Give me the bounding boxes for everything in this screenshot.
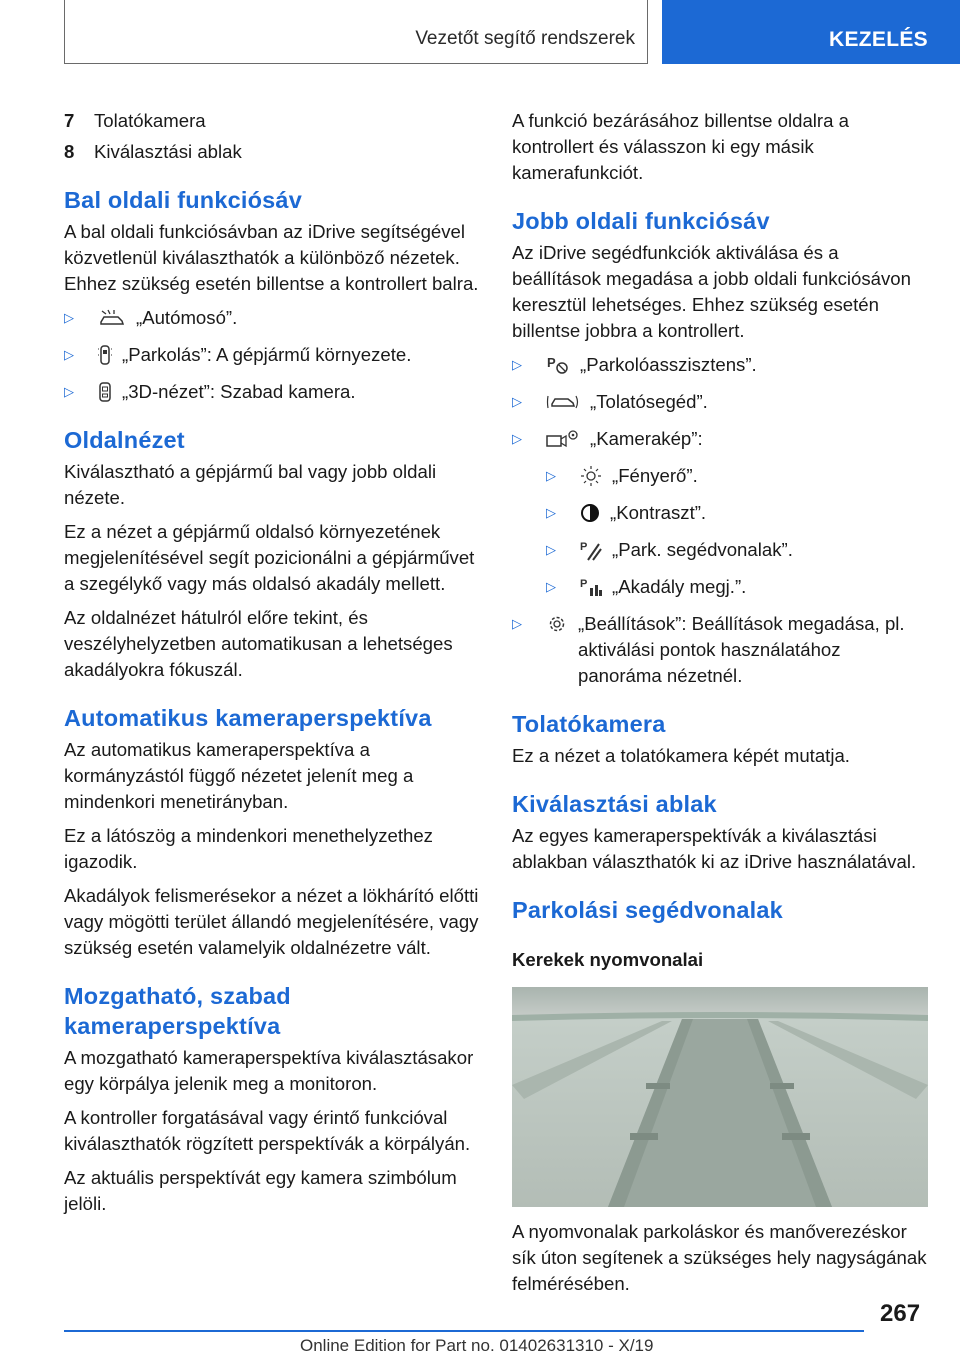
section-heading-kival: Kiválasztási ablak: [512, 791, 717, 817]
paragraph: Az aktuális perspektívát egy kamera szimbólum jelöli.: [64, 1167, 457, 1214]
item-number: 7: [64, 110, 75, 131]
bullet-text: „Tolatósegéd”.: [590, 391, 708, 412]
paragraph: Ez a nézet a tolatókamera képét mutatja.: [512, 745, 850, 766]
bullet-triangle-icon: ▷: [64, 347, 74, 362]
svg-text:P: P: [580, 578, 588, 590]
chapter-tab: [662, 0, 960, 64]
bullet-item: [64, 305, 480, 331]
paragraph: Az oldalnézet hátulról előre tekint, és veszélyhelyzetben automatikusan a lehetséges akadályokra fókuszál.: [64, 607, 453, 680]
paragraph: Ez a nézet a gépjármű oldalsó környezetének megjelenítésével segít pozicionálni a gépjárművet a szegélykő vagy más oldalsó akadály mellett.: [64, 521, 475, 594]
section-heading-park: Parkolási segédvonalak: [512, 897, 783, 923]
footer-divider: [64, 1330, 864, 1332]
numbered-list: [64, 108, 480, 165]
contrast-icon: [580, 500, 600, 526]
item-label: Kiválasztási ablak: [94, 141, 242, 162]
section-heading-jobb: Jobb oldali funkciósáv: [512, 208, 770, 234]
section-heading-mozg: Mozgatható, szabad kameraperspektíva: [64, 983, 291, 1039]
wheel-track-illustration: [512, 987, 928, 1207]
bullet-item: [512, 611, 928, 689]
paragraph: A mozgatható kameraperspektíva kiválasztásakor egy körpálya jelenik meg a monitoron.: [64, 1047, 474, 1094]
parking-assistant-icon: [546, 352, 570, 378]
bullet-triangle-icon: ▷: [512, 431, 522, 446]
camera-settings-icon: [546, 426, 580, 452]
gear-icon: [546, 611, 568, 637]
brightness-icon: [580, 463, 602, 489]
bullet-text: „Parkolóasszisztens”.: [580, 354, 757, 375]
sub-heading: Kerekek nyomvonalai: [512, 949, 704, 970]
header-title-box: [64, 0, 648, 64]
svg-text:P: P: [547, 355, 556, 370]
sub-bullet-item: [546, 574, 928, 600]
paragraph: Kiválasztható a gépjármű bal vagy jobb oldali nézete.: [64, 461, 437, 508]
list-item: [64, 139, 480, 165]
section-heading-auto: Automatikus kameraperspektíva: [64, 705, 432, 731]
bullet-item: [512, 352, 928, 378]
bullet-text: „Fényerő”.: [612, 465, 698, 486]
sub-bullet-item: [546, 500, 928, 526]
paragraph: Az iDrive segédfunkciók aktiválása és a beállítások megadása a jobb oldali funkciósávon keresztül lehetséges. Ehhez szükség esetén billentse jobbra a kontrollert.: [512, 242, 911, 341]
paragraph: A bal oldali funkciósávban az iDrive segítségével közvetlenül kiválaszthatók a különböző nézetek. Ehhez szükség esetén billentse a kontrollert balra.: [64, 221, 479, 294]
paragraph: Az egyes kameraperspektívák a kiválasztási ablakban választhatók ki az iDrive használatával.: [512, 825, 917, 872]
bullet-triangle-icon: ▷: [64, 310, 74, 325]
left-column: [64, 108, 480, 1225]
bullet-triangle-icon: ▷: [546, 542, 556, 557]
item-number: 8: [64, 141, 75, 162]
parking-car-icon: [98, 342, 112, 368]
bullet-triangle-icon: ▷: [512, 357, 522, 372]
bullet-text: „Kamerakép”:: [590, 428, 703, 449]
right-column: [512, 108, 928, 1305]
paragraph: Az automatikus kameraperspektíva a kormányzástól függő nézetet jelenít meg a mindenkori menetirányban.: [64, 739, 414, 812]
section-heading-oldal: Oldalnézet: [64, 427, 185, 453]
header-title: Vezetőt segítő rendszerek: [415, 28, 635, 49]
chapter-tab-label: KEZELÉS: [829, 28, 928, 51]
car-wash-icon: [98, 305, 126, 331]
section-heading-tolato: Tolatókamera: [512, 711, 666, 737]
sub-bullet-item: [546, 463, 928, 489]
paragraph: A funkció bezárásához billentse oldalra a kontrollert és válasszon ki egy másik kamerafunkciót.: [512, 110, 849, 183]
bullet-triangle-icon: ▷: [64, 384, 74, 399]
page-number: 267: [880, 1300, 921, 1327]
bullet-triangle-icon: ▷: [546, 505, 556, 520]
svg-text:P: P: [580, 541, 588, 553]
item-label: Tolatókamera: [94, 110, 206, 131]
image-caption: A nyomvonalak parkoláskor és manőverezéskor sík úton segítenek a szükséges hely nagyságának felmérésében.: [512, 1221, 927, 1294]
bullet-item: [512, 389, 928, 415]
bullet-text: „Beállítások”: Beállítások megadása, pl. aktiválási pontok használatához panoráma nézetnél.: [578, 613, 905, 686]
bullet-triangle-icon: ▷: [546, 579, 556, 594]
bullet-text: „Kontraszt”.: [610, 502, 707, 523]
section-heading-bal: Bal oldali funkciósáv: [64, 187, 302, 213]
reversing-assistant-icon: [546, 389, 580, 415]
list-item: [64, 108, 480, 134]
bullet-text: „Park. segédvonalak”.: [612, 539, 793, 560]
bullet-text: „Parkolás”: A gépjármű környezete.: [122, 344, 412, 365]
bullet-text: „Autómosó”.: [136, 307, 238, 328]
bullet-triangle-icon: ▷: [512, 394, 522, 409]
paragraph: A kontroller forgatásával vagy érintő funkcióval kiválaszthatók rögzített perspektívák a körpályán.: [64, 1107, 471, 1154]
3d-view-icon: [98, 379, 112, 405]
bullet-triangle-icon: ▷: [546, 468, 556, 483]
bullet-text: „Akadály megj.”.: [612, 576, 747, 597]
bullet-item: [64, 379, 480, 405]
bullet-text: „3D-nézet”: Szabad kamera.: [122, 381, 356, 402]
paragraph: Ez a látószög a mindenkori menethelyzethez igazodik.: [64, 825, 433, 872]
bullet-item: [512, 426, 928, 452]
sub-list: [546, 463, 928, 600]
sub-bullet-item: [546, 537, 928, 563]
bullet-item: [64, 342, 480, 368]
edition-note: Online Edition for Part no. 01402631310 - X/19: [300, 1336, 654, 1355]
parking-lines-icon: [580, 537, 602, 563]
paragraph: Akadályok felismerésekor a nézet a lökhárító előtti vagy mögötti terület állandó megjelenítésére, vagy szükség esetén valamelyik oldalnézetre vált.: [64, 885, 479, 958]
bullet-triangle-icon: ▷: [512, 616, 522, 631]
obstacle-icon: [580, 574, 602, 600]
